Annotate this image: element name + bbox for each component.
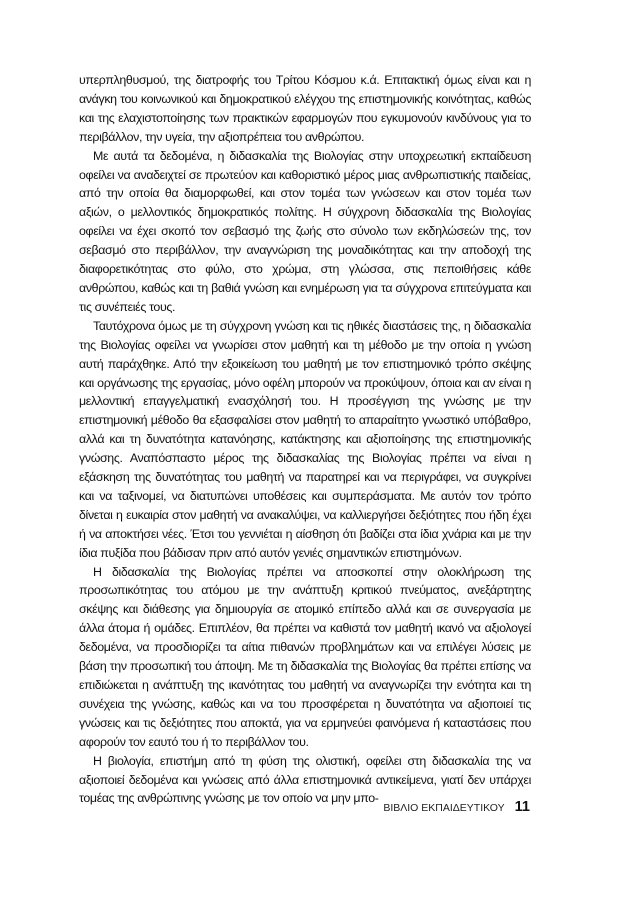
paragraph-2: Με αυτά τα δεδομένα, η διδασκαλία της Βιολογίας στην υποχρεωτική εκπαίδευση οφείλει να αναδειχτεί σε πρωτεύον και καθοριστικό μέρος μιας ανθρωπιστικής παιδείας, από την οποία θα διαμορφωθεί, και στον τομέα των γνώσεων και στον τομέα των αξιών, ο μελλοντικός δημοκρατικός πολίτης. Η σύγχρονη διδασκαλία της Βιολογίας οφείλει να έχει σκοπό τον σεβασμό της ζωής στο σύνολο των εκδηλώσεών της, τον σεβασμό στο περιβάλλον, την αναγνώριση της μοναδικότητας και την αποδοχή της διαφορετικότητας στο φύλο, στο χρώμα, στη γλώσσα, στις πεποιθήσεις κάθε ανθρώπου, καθώς και τη βαθιά γνώση και ενημέρωση για τα σύγχρονα επιτεύγματα και τις συνέπειές τους. [79,148,531,314]
page-footer [383,799,530,815]
paragraph-5: Η βιολογία, επιστήμη από τη φύση της ολιστική, οφείλει στη διδασκαλία της να αξιοποιεί δεδομένα και γνώσεις από άλλα επιστημονικά αντικείμενα, γιατί δεν υπάρχει τομέας της ανθρώπινης γνώσης με τον οποίο να μην μπο- [79,753,531,806]
page-number: 11 [514,799,530,815]
book-title-label: ΒΙΒΛΙΟ ΕΚΠΑΙΔΕΥΤΙΚΟΥ [383,802,505,814]
document-body [79,71,531,808]
paragraph-1: υπερπληθυσμού, της διατροφής του Τρίτου Κόσμου κ.ά. Επιτακτική όμως είναι και η ανάγκη του κοινωνικού και δημοκρατικού ελέγχου της επιστημονικής κοινότητας, καθώς και της ελαχιστοποίησης των πρακτικών εφαρμογών που εγκυμονούν κινδύνους για το περιβάλλον, την υγεία, την αξιοπρέπεια του ανθρώπου. [79,73,531,144]
paragraph-3: Ταυτόχρονα όμως με τη σύγχρονη γνώση και τις ηθικές διαστάσεις της, η διδασκαλία της Βιολογίας οφείλει να γνωρίσει στον μαθητή και τη μέθοδο με την οποία η γνώση αυτή παράχθηκε. Από την εξοικείωση του μαθητή με τον επιστημονικό τρόπο σκέψης και οργάνωσης της εργασίας, μόνο οφέλη μπορούν να προκύψουν, όποια και αν είναι η μελλοντική επαγγελματική ενασχόλησή του. Η προσέγγιση της γνώσης με την επιστημονική μέθοδο θα εξασφαλίσει στον μαθητή το απαραίτητο γνωστικό υπόβαθρο, αλλά και τη δυνατότητα κατανόησης, κατάκτησης και αξιοποίησης της επιστημονικής γνώσης. Αναπόσπαστο μέρος της διδασκαλίας της Βιολογίας πρέπει να είναι η εξάσκηση της δυνατότητας του μαθητή να παρατηρεί και να περιγράφει, να συγκρίνει και να ταξινομεί, να διατυπώνει υποθέσεις και συμπεράσματα. Με αυτόν τον τρόπο δίνεται η ευκαιρία στον μαθητή να ανακαλύψει, να καλλιεργήσει δεξιότητες που ήδη έχει ή να αποκτήσει νέες. Έτσι του γεννιέται η αίσθηση ότι βαδίζει στα ίδια χνάρια και με την ίδια πυξίδα που βάδισαν πριν από αυτόν γενιές σημαντικών επιστημόνων. [79,318,531,560]
paragraph-4: Η διδασκαλία της Βιολογίας πρέπει να αποσκοπεί στην ολοκλήρωση της προσωπικότητας του ατόμου με την ανάπτυξη κριτικού πνεύματος, ανεξάρτητης σκέψης και διάθεσης για δημιουργία σε ατομικό επίπεδο αλλά και σε συνεργασία με άλλα άτομα ή ομάδες. Επιπλέον, θα πρέπει να καθιστά τον μαθητή ικανό να αξιολογεί δεδομένα, να προσδιορίζει τα αίτια πιθανών προβλημάτων και να επιλέγει λύσεις με βάση την προσωπική του άποψη. Με τη διδασκαλία της Βιολογίας θα πρέπει επίσης να επιδιώκεται η ανάπτυξη της ικανότητας του μαθητή να αναγνωρίζει την ενότητα και τη συνέχεια της γνώσης, καθώς και να του προσφέρεται η δυνατότητα να αξιοποιεί τις γνώσεις και τις δεξιότητες που αποκτά, για να ερμηνεύει φαινόμενα ή καταστάσεις που αφορούν τον εαυτό του ή το περιβάλλον του. [79,564,531,749]
